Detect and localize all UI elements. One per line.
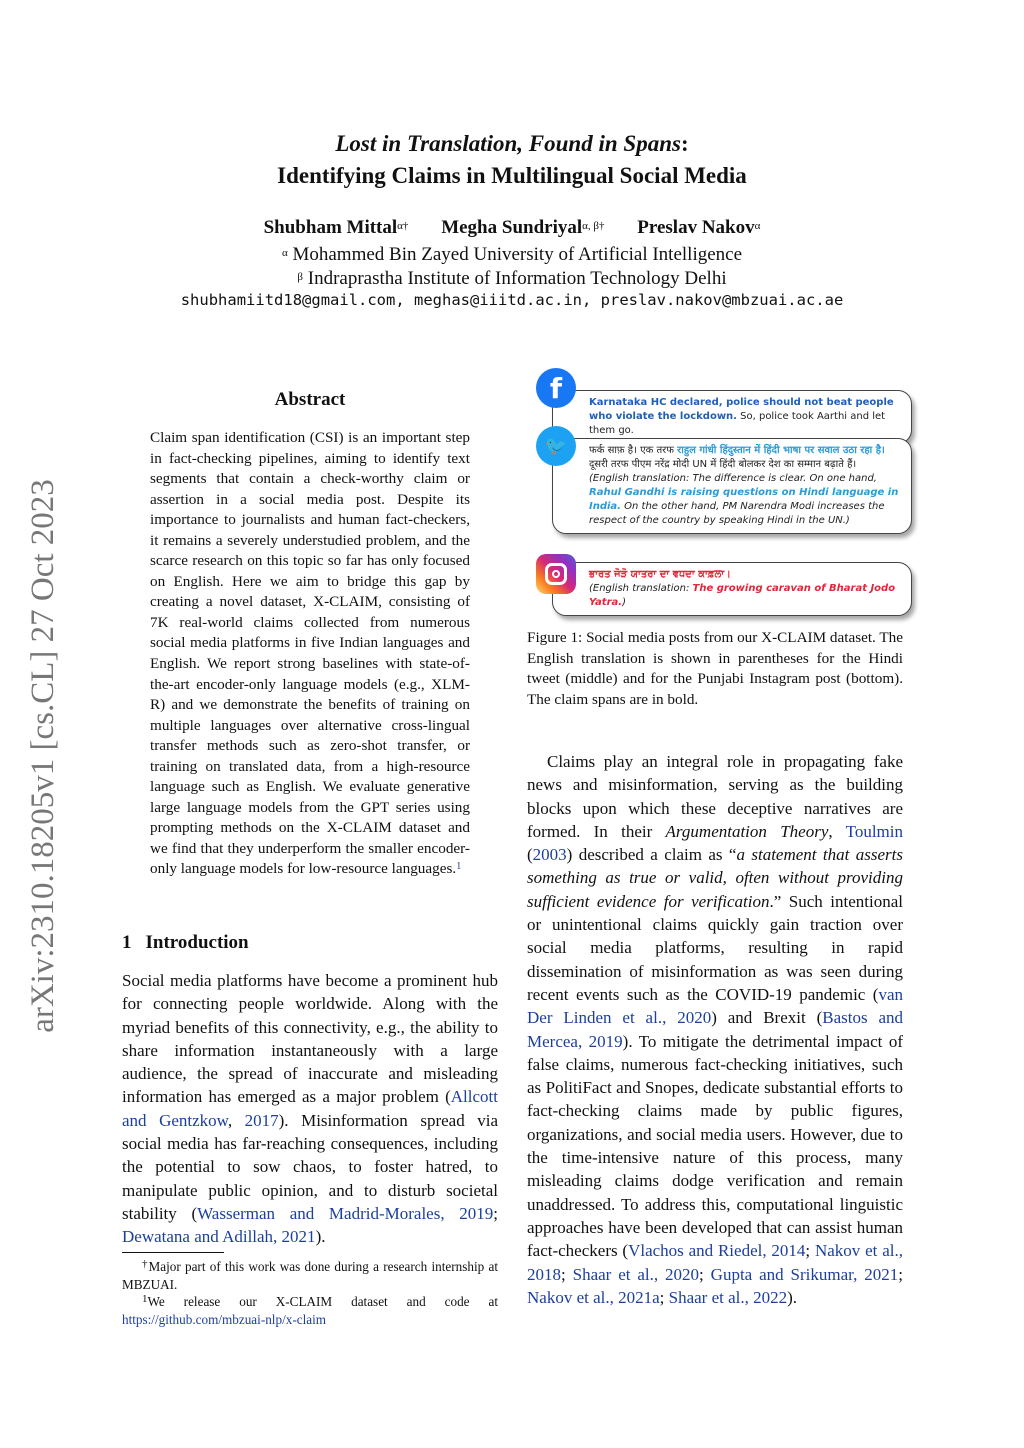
author-3-name: Preslav Nakov	[637, 217, 755, 238]
post1-claim-span: Karnataka HC declared, police should not beat people who violate the lockdown.	[589, 397, 894, 422]
text-run: Social media platforms have become a prominent hub for connecting people worldwide. Along with the myriad benefits of this connectivity, e.g., the ability to share information instantaneously with a large audience, the spread of inaccurate and misleading information has emerged as a major problem (	[122, 971, 498, 1107]
author-3	[637, 217, 760, 238]
affiliation-2	[0, 266, 1024, 292]
post3-translation	[589, 583, 895, 608]
claim-definition-quote: a statement that asserts something as true or valid, often without providing sufficient evidence for verification	[527, 845, 903, 911]
text-run: .” Such intentional or unintentional claims quickly gain traction over social media platforms, resulting in rapid dissemination of misinformation as was seen during recent events such as the COVID-19 pandemic (	[527, 891, 903, 1004]
twitter-icon: 🐦	[536, 426, 576, 466]
author-1-name: Shubham Mittal	[263, 217, 398, 238]
footnote-1-mark: †	[142, 1258, 149, 1270]
abstract-body: Claim span identification (CSI) is an important step in fact-checking pipelines, aiming to identify text segments that contain a check-worthy claim or assertion in a social media post. Despite its importance to journalists and human fact-checkers, it remains a severely understudied problem, and the scarce research on this topic so far has only focused on English. Here we aim to bridge this gap by creating a novel dataset, X-CLAIM, consisting of 7K real-world claims collected from numerous social media platforms in five Indian languages and English. We report strong baselines with state-of-the-art encoder-only language models (e.g., XLM-R) and we demonstrate the benefits of training on multiple languages over alternative cross-lingual transfer methods such as zero-shot transfer, or training on translated data, from a high-resource language such as English. We evaluate generative large language models from the GPT series using prompting methods on the X-CLAIM dataset and we find that they underperform the smaller encoder-only language models for low-resource languages.	[150, 429, 470, 878]
affiliation-1-name: Mohammed Bin Zayed University of Artificial Intelligence	[292, 244, 743, 265]
footnotes	[122, 1258, 498, 1328]
section-title: Introduction	[145, 932, 249, 953]
affiliation-2-mark: β	[297, 271, 303, 283]
citation-shaar-2022[interactable]: Shaar et al., 2022	[668, 1287, 788, 1307]
intro-paragraph-2	[527, 750, 903, 1309]
text-run: ).	[315, 1227, 326, 1247]
post2-tr-a: (English translation: The difference is clear. On one hand,	[589, 473, 877, 484]
abstract-text	[150, 428, 470, 880]
author-1-mark: α†	[397, 220, 409, 232]
post3-punjabi-claim-span: ਭਾਰਤ ਜੋੜੋ ਯਾਤਰਾ ਦਾ ਵਧਦਾ ਕਾਫ਼ਲਾ।	[589, 569, 731, 580]
github-link[interactable]: https://github.com/mbzuai-nlp/x-claim	[122, 1311, 327, 1327]
text-run: ;	[493, 1203, 498, 1223]
text-run: ,	[227, 1110, 245, 1130]
instagram-post	[552, 562, 912, 616]
figure-1-caption: Figure 1: Social media posts from our X-CLAIM dataset. The English translation is shown in parentheses for the Hindi tweet (middle) and for the Punjabi Instagram post (bottom). The claim spans are in bold.	[527, 629, 903, 708]
post2-tr-b: On the other hand, PM Narendra Modi increases the respect of the country by speaking Hindi in the UN.)	[589, 501, 885, 526]
arxiv-identifier: arXiv:2310.18205v1 [cs.CL] 27 Oct 2023	[25, 479, 61, 1033]
text-run: ) and Brexit (	[711, 1008, 823, 1028]
text-run: Claims play an integral role in propagating fake news and misinformation, serving as the building blocks upon which these deceptive narratives are formed. In their	[527, 752, 903, 841]
citation-nakov-2021a[interactable]: Nakov et al., 2021a	[527, 1287, 660, 1307]
text-run: ;	[561, 1264, 573, 1284]
citation-toulmin-year[interactable]: 2003	[532, 845, 567, 865]
citation-gupta[interactable]: Gupta and Srikumar, 2021	[710, 1264, 899, 1284]
twitter-post	[552, 438, 912, 534]
citation-vlachos[interactable]: Vlachos and Riedel, 2014	[628, 1241, 806, 1261]
citation-bastos[interactable]: Bastos and Mercea, 2019	[527, 1008, 904, 1051]
author-emails[interactable]: shubhamiitd18@gmail.com, meghas@iiitd.ac.in, preslav.nakov@mbzuai.ac.ae	[180, 291, 844, 309]
author-list	[0, 214, 1024, 242]
text-run: ;	[699, 1264, 711, 1284]
post2-hindi-b: दूसरी तरफ पीएम नरेंद्र मोदी UN में हिंदी बोलकर देश का सम्मान बढ़ाते हैं।	[589, 459, 857, 470]
figure-1	[530, 366, 900, 616]
abstract-heading: Abstract	[274, 389, 346, 410]
post2-tr-claim-span: Rahul Gandhi is raising questions on Hindi language in India.	[589, 487, 899, 512]
text-run: ) described a claim as “	[566, 845, 737, 865]
post2-hindi-a: फर्क साफ़ है। एक तरफ	[589, 445, 678, 456]
instagram-icon	[536, 554, 576, 594]
text-run: ).	[787, 1287, 798, 1307]
text-run: ). To mitigate the detrimental impact of false claims, numerous fact-checking initiatives, such as PolitiFact and Snopes, dedicate substantial efforts to fact-checking claims made by public figures, organizations, and social media users. However, due to the time-intensive nature of this process, many misleading claims dodge verification and remain unaddressed. To address this, computational linguistic approaches have been developed that can assist human fact-checkers (	[527, 1031, 903, 1261]
citation-allcott[interactable]: Allcott and Gentzkow	[122, 1087, 498, 1130]
text-run: ;	[659, 1287, 669, 1307]
post2-hindi-claim-span: राहुल गांधी हिंदुस्तान में हिंदी भाषा पर सवाल उठा रहा है।	[677, 445, 885, 456]
citation-wasserman[interactable]: Wasserman and Madrid-Morales, 2019	[197, 1203, 494, 1223]
title-line2: Identifying Claims in Multilingual Social Media	[277, 163, 747, 188]
facebook-post	[552, 390, 912, 444]
argumentation-theory: Argumentation Theory	[665, 821, 829, 841]
citation-toulmin[interactable]: Toulmin	[845, 821, 903, 841]
affiliation-2-name: Indraprastha Institute of Information Technology Delhi	[307, 268, 727, 289]
author-1	[264, 217, 409, 238]
text-run: ;	[805, 1241, 815, 1261]
post2-translation	[589, 473, 898, 526]
footnote-2-mark: 1	[142, 1293, 148, 1305]
post3-tr-b: )	[622, 597, 626, 608]
affiliation-1-mark: α	[281, 247, 288, 259]
author-2	[441, 217, 604, 238]
affiliation-1	[0, 242, 1024, 268]
intro-paragraph-1	[122, 969, 498, 1249]
section-heading-introduction	[122, 932, 249, 954]
citation-dewatana[interactable]: Dewatana and Adillah, 2021	[122, 1227, 316, 1247]
author-2-name: Megha Sundriyal	[441, 217, 583, 238]
footnote-2-text: We release our X-CLAIM dataset and code at	[147, 1294, 498, 1309]
author-3-mark: α	[754, 220, 761, 232]
footnote-1-text: Major part of this work was done during a research internship at MBZUAI.	[122, 1259, 499, 1292]
post1-rest: So, police took Aarthi and let them go.	[589, 411, 886, 436]
section-number: 1	[122, 932, 132, 953]
text-run: ). Misinformation spread via social media has far-reaching consequences, including the potential to sow chaos, to foster hatred, to manipulate public opinion, and to disturb societal stability (	[122, 1110, 499, 1223]
post3-tr-a: (English translation:	[589, 583, 693, 594]
citation-vanderlinden[interactable]: van Der Linden et al., 2020	[527, 984, 903, 1028]
abstract-footnote-mark[interactable]: 1	[456, 861, 462, 873]
footnote-rule	[122, 1252, 224, 1253]
post3-tr-claim-span: The growing caravan of Bharat Jodo Yatra.	[589, 583, 896, 608]
text-run: ;	[898, 1264, 904, 1284]
citation-nakov-2018[interactable]: Nakov et al., 2018	[527, 1241, 903, 1284]
citation-allcott-year[interactable]: 2017	[244, 1110, 279, 1130]
facebook-icon: f	[536, 368, 576, 408]
citation-shaar-2020[interactable]: Shaar et al., 2020	[572, 1264, 700, 1284]
title-part1: Lost in Translation, Found in Spans	[335, 131, 681, 156]
text-run: (	[527, 845, 533, 865]
paper-title	[0, 128, 1024, 192]
text-run: ,	[828, 821, 846, 841]
author-2-mark: α, β†	[582, 220, 605, 232]
title-colon: :	[680, 131, 689, 156]
